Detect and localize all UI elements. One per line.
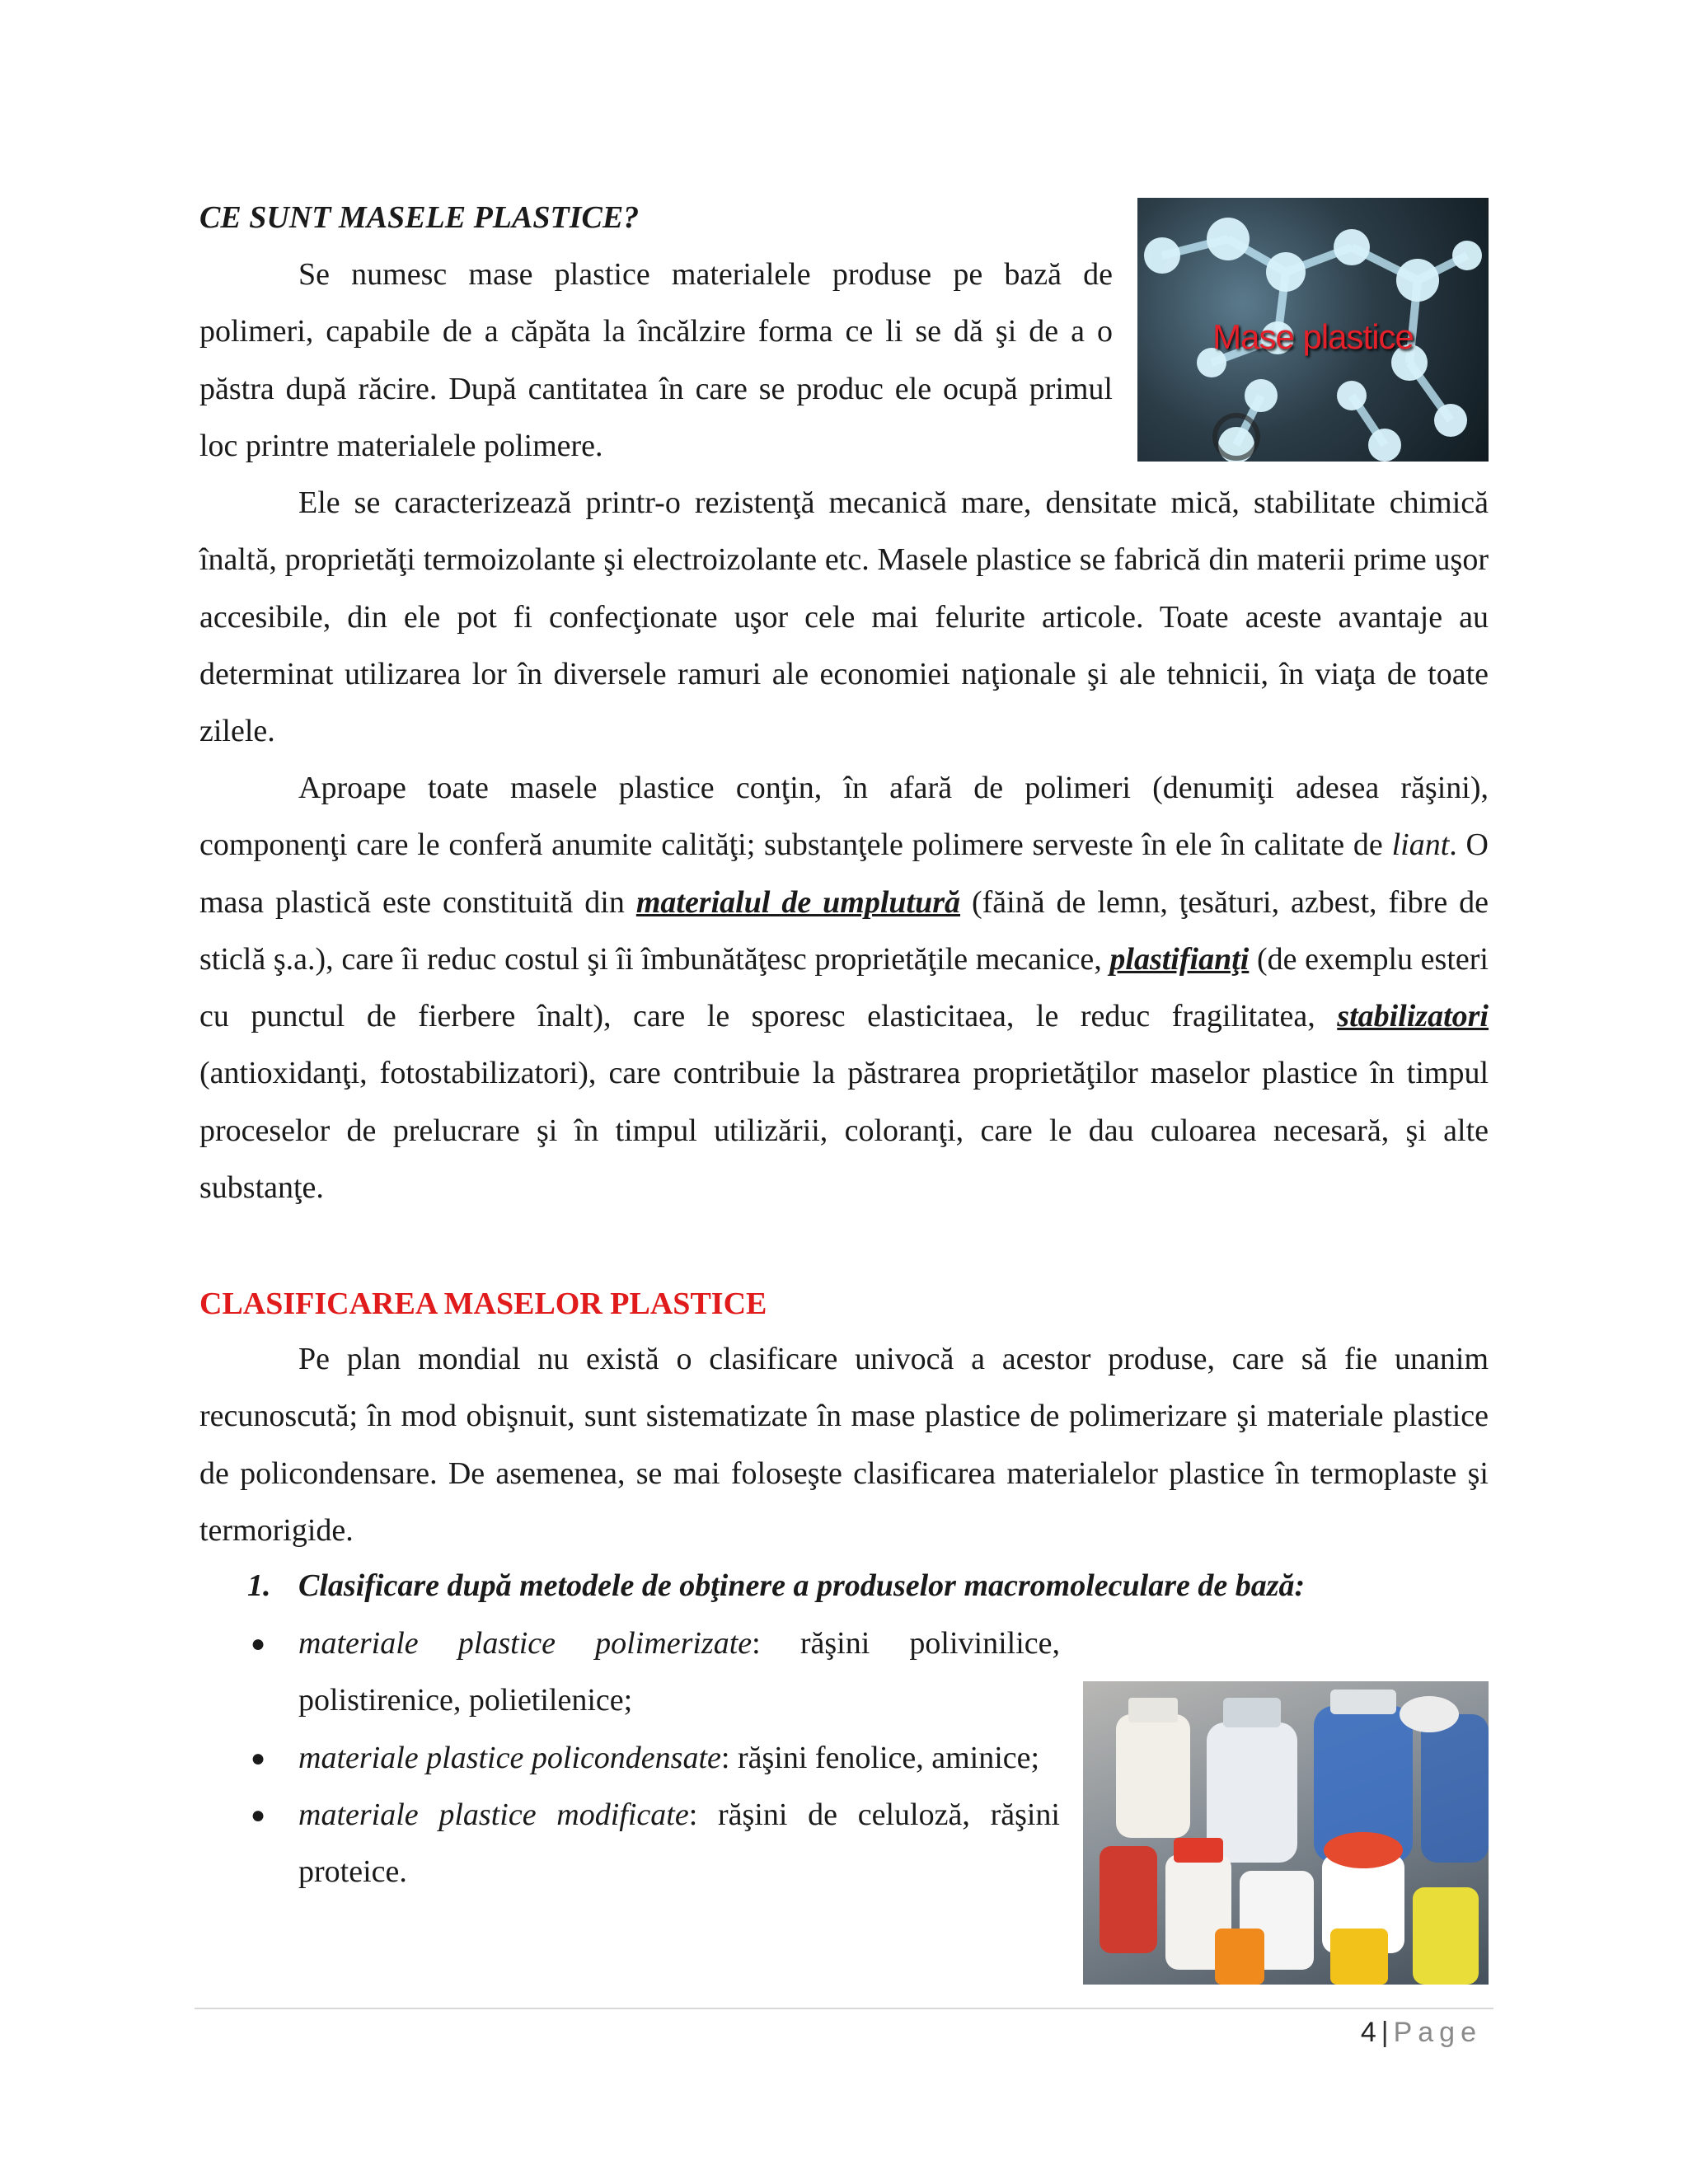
molecule-image xyxy=(1137,198,1489,462)
term-stabilizers: stabilizatori xyxy=(1337,999,1489,1034)
bullet-icon: ● xyxy=(251,1630,266,1657)
paragraph-properties: Ele se caracterizează printr-o rezistenţă mecanică mare, densitate mică, stabilitate chimică înaltă, proprietăţi termoizolante şi electroizolante etc. Masele plastice se fabrică din materii prime uşor accesibile, din ele pot fi confecţionate uşor cele mai felurite articole. Toate aceste avantaje au determinat utilizarea lor în diversele ramuri ale economiei naţionale şi ale tehnicii, în viaţa de toate zilele. xyxy=(199,485,1489,749)
plastic-bottles-image xyxy=(1083,1681,1489,1985)
term-liant: liant xyxy=(1391,827,1450,863)
numbered-list-item: 1. Clasificare după metodele de obţinere a produselor macromoleculare de bază: xyxy=(247,1568,1306,1603)
paragraph-components: Aproape toate masele plastice conţin, în afară de polimeri (denumiţi adesea răşini), componenţi care le conferă anumite calităţi; substanţele polimere serveste în ele în calitate de liant. O masa plastică este constituită din materialul de umplutură (făină de lemn, ţesături, azbest, fibre de sticlă ş.a.), care îi reduc costul şi îi îmbunătăţesc proprietăţile mecanice, plastifianţi (de exemplu esteri cu punctul de fierbere înalt), care le sporesc elasticitaea, le reduc fragilitatea, stabilizatori (antioxidanţi, fotostabilizatori), care contribuie la păstrarea proprietăţilor maselor plastice în timpul proceselor de prelucrare şi în timpul utilizării, coloranţi, care le dau culoarea necesară, şi alte substanţe. xyxy=(199,771,1489,1206)
list-item: ● materiale plastice modificate: răşini de celuloză, răşini proteice. xyxy=(199,1787,1060,1901)
list-item: ● materiale plastice policondensate: răşini fenolice, aminice; xyxy=(199,1730,1060,1787)
image-caption-overlay: Mase plastice xyxy=(1212,317,1414,356)
term-filler: materialul de umplutură xyxy=(635,884,961,920)
paragraph-definition: Se numesc mase plastice materialele produse pe bază de polimeri, capabile de a căpăta la încălzire forma ce li se dă şi de a o păstra după răcire. După cantitatea în care se produc ele ocupă primul loc printre materialele polimere. xyxy=(199,257,1113,463)
list-item: ● materiale plastice polimerizate: răşini polivinilice, polistirenice, polietilenice; xyxy=(199,1615,1060,1730)
section-heading-classification: CLASIFICAREA MASELOR PLASTICE xyxy=(199,1286,767,1321)
page-number: 4 xyxy=(1360,2017,1376,2048)
page-word: Page xyxy=(1393,2017,1482,2048)
term-plasticizers: plastifianţi xyxy=(1109,941,1250,977)
footer-divider xyxy=(195,2008,1493,2009)
page-footer xyxy=(1361,2014,1482,2050)
section-heading-what-are-plastics: CE SUNT MASELE PLASTICE? xyxy=(199,200,640,235)
footer-separator: | xyxy=(1381,2017,1389,2048)
paragraph-classification-intro: Pe plan mondial nu există o clasificare univocă a acestor produse, care să fie unanim recunoscută; în mod obişnuit, sunt sistematizate în mase plastice de polimerizare şi materiale plastice de policondensare. De asemenea, se mai foloseşte clasificarea materialelor plastice în termoplaste şi termorigide. xyxy=(199,1342,1489,1548)
bullet-icon: ● xyxy=(251,1744,266,1772)
bullet-icon: ● xyxy=(251,1801,266,1829)
bullet-list xyxy=(199,1615,1060,1900)
